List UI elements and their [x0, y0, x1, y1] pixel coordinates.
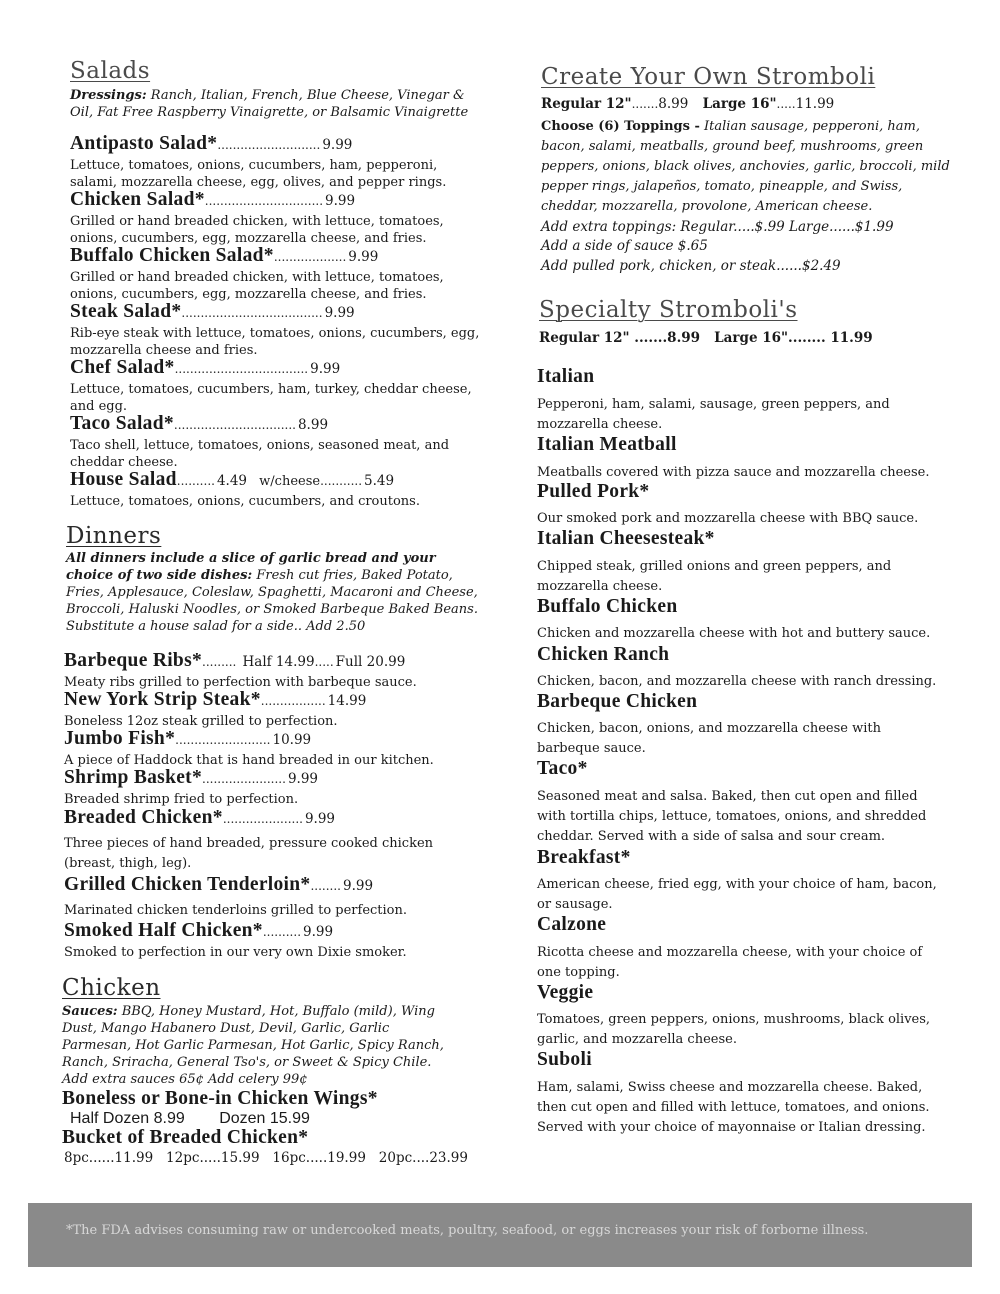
leader-dots: ......... [202, 655, 237, 669]
item-description: Meaty ribs grilled to perfection with barbeque sauce. [64, 675, 417, 690]
item-description: A piece of Haddock that is hand breaded in our kitchen. [64, 753, 434, 768]
item-name: Buffalo Chicken Salad* [70, 245, 274, 266]
dinners-note-bold: All dinners include a slice of garlic bread and your choice of two side dishes: [66, 551, 436, 583]
item-name: Taco Salad* [70, 413, 174, 434]
stromboli-name: Barbeque Chicken [537, 691, 698, 712]
large-size: Large 16" [702, 96, 777, 112]
item-description: Rib-eye steak with lettuce, tomatoes, onions, cucumbers, egg, mozzarella cheese and fries. [70, 326, 480, 358]
item-price-with-cheese: 5.49 [364, 473, 395, 489]
stromboli-name: Taco* [537, 758, 588, 779]
item-price: 14.99 [327, 693, 367, 709]
create-toppings [541, 117, 951, 217]
salads-dressings [70, 87, 490, 121]
item-description: Smoked to perfection in our very own Dixie smoker. [64, 945, 407, 960]
item-price: 9.99 [304, 811, 336, 827]
fda-disclaimer-text: *The FDA advises consuming raw or undercooked meats, poultry, seafood, or eggs increases your risk of forborne illness. [66, 1223, 869, 1238]
menu-item-chicken-salad [70, 189, 355, 211]
item-price: 9.99 [322, 137, 353, 153]
menu-item-chicken-wings [62, 1088, 378, 1110]
large-price: 11.99 [795, 96, 835, 112]
regular-size: Regular 12" [541, 96, 632, 112]
leader-dots: ........... [320, 474, 363, 488]
item-description: Boneless 12oz steak grilled to perfection. [64, 714, 338, 729]
chicken-extras: Add extra sauces 65¢ Add celery 99¢ [62, 1072, 308, 1087]
dressings-list: Ranch, Italian, French, Blue Cheese, Vinegar & Oil, Fat Free Raspberry Vinaigrette, or Balsamic Vinaigrette [70, 88, 469, 120]
item-description: Lettuce, tomatoes, onions, cucumbers, ham, pepperoni, salami, mozzarella cheese, egg, olives, and pepper rings. [70, 158, 447, 190]
side-of-sauce: Add a side of sauce $.65 [541, 238, 708, 254]
leader-dots: ..... [776, 97, 796, 111]
stromboli-description: Tomatoes, green peppers, onions, mushrooms, black olives, garlic, and mozzarella cheese. [537, 1012, 931, 1047]
add-meat: Add pulled pork, chicken, or steak......$2.49 [541, 258, 841, 274]
item-name: Bucket of Breaded Chicken* [62, 1127, 309, 1148]
item-name: Grilled Chicken Tenderloin* [64, 874, 311, 895]
chicken-sauces [62, 1003, 462, 1071]
stromboli-name: Breakfast* [537, 847, 631, 868]
leader-dots: ................... [273, 250, 347, 264]
leader-dots: ..................................... [181, 306, 323, 320]
menu-item-bucket-of-chicken [62, 1127, 308, 1149]
item-price: 9.99 [348, 249, 379, 265]
item-name: Smoked Half Chicken* [64, 920, 263, 941]
toppings-list: Italian sausage, pepperoni, ham, bacon, salami, meatballs, ground beef, mushrooms, green peppers, onions, black olives, anchovies, garlic, broccoli, mild pepper rings, jalapeños, tomato, pineapple, and Swiss, cheddar, mozzarella, provolone, American cheese. [541, 119, 950, 214]
menu-item-house-salad [70, 469, 394, 491]
menu-item-taco-salad [70, 413, 328, 435]
leader-dots: ............................... [204, 194, 324, 208]
stromboli-description: Meatballs covered with pizza sauce and mozzarella cheese. [537, 465, 930, 480]
menu-item-chef-salad [70, 357, 340, 379]
item-price: 9.99 [325, 193, 356, 209]
stromboli-description: Seasoned meat and salsa. Baked, then cut open and filled with tortilla chips, lettuce, tomatoes, onions, and shredded cheddar. Served with a side of salsa and sour cream. [537, 789, 927, 844]
dinners-side-dishes: Fresh cut fries, Baked Potato, Fries, Applesauce, Coleslaw, Spaghetti, Macaroni and Cheese, Broccoli, Haluski Noodles, or Smoked Barbeque Baked Beans. Substitute a house salad for a side.. Add 2.50 [66, 568, 478, 634]
stromboli-description: Chipped steak, grilled onions and green peppers, and mozzarella cheese. [537, 559, 892, 594]
menu-item-steak-salad [70, 301, 355, 323]
leader-dots: ..... [314, 655, 334, 669]
leader-dots: ......................... [175, 733, 271, 747]
menu-item-breaded-chicken [64, 807, 335, 829]
leader-dots: ................................ [173, 418, 296, 432]
leader-dots: ....... [631, 97, 659, 111]
menu-item-barbeque-ribs [64, 650, 405, 672]
item-description: Three pieces of hand breaded, pressure cooked chicken (breast, thigh, leg). [64, 836, 434, 871]
dressings-label: Dressings: [70, 88, 147, 103]
menu-item-jumbo-fish [64, 728, 311, 750]
item-name: New York Strip Steak* [64, 689, 261, 710]
item-description: Grilled or hand breaded chicken, with lettuce, tomatoes, onions, cucumbers, egg, mozzarella cheese, and fries. [70, 270, 444, 302]
half-dozen-price: Half Dozen 8.99 [70, 1110, 185, 1127]
leader-dots: .......... [262, 925, 302, 939]
item-name: House Salad [70, 469, 177, 490]
item-name: Chef Salad* [70, 357, 175, 378]
bucket-prices: 8pc......11.99 12pc.....15.99 16pc.....19.99 20pc....23.99 [64, 1150, 468, 1166]
item-name: Boneless or Bone-in Chicken Wings* [62, 1088, 378, 1109]
stromboli-description: Our smoked pork and mozzarella cheese with BBQ sauce. [537, 511, 919, 526]
stromboli-description: Chicken and mozzarella cheese with hot and buttery sauce. [537, 626, 931, 641]
leader-dots: ................. [260, 694, 326, 708]
stromboli-name: Suboli [537, 1049, 592, 1070]
menu-item-buffalo-chicken-salad [70, 245, 378, 267]
item-price: 9.99 [343, 878, 374, 894]
item-description: Lettuce, tomatoes, onions, cucumbers, and croutons. [70, 494, 420, 509]
leader-dots: ..................... [222, 812, 303, 826]
item-name: Breaded Chicken* [64, 807, 223, 828]
leader-dots: ........ [310, 879, 341, 893]
item-description: Marinated chicken tenderloins grilled to perfection. [64, 903, 408, 918]
create-stromboli-title: Create Your Own Stromboli [541, 64, 876, 90]
item-price: 8.99 [297, 417, 329, 433]
leader-dots: ................................... [174, 362, 309, 376]
item-name: Steak Salad* [70, 301, 182, 322]
item-description: Grilled or hand breaded chicken, with lettuce, tomatoes, onions, cucumbers, egg, mozzarella cheese, and fries. [70, 214, 444, 246]
leader-dots: ...................... [202, 772, 286, 786]
leader-dots: ........................... [217, 138, 321, 152]
chicken-title: Chicken [62, 975, 161, 1001]
stromboli-name: Calzone [537, 914, 607, 935]
dinners-note [66, 550, 486, 635]
item-description: Lettuce, tomatoes, cucumbers, ham, turkey, cheddar cheese, and egg. [70, 382, 472, 414]
create-prices [541, 96, 834, 112]
specialty-prices: Regular 12" .......8.99 Large 16"........ 11.99 [539, 330, 873, 346]
menu-item-smoked-half-chicken [64, 920, 333, 942]
stromboli-name: Buffalo Chicken [537, 596, 678, 617]
stromboli-description: Ham, salami, Swiss cheese and mozzarella cheese. Baked, then cut open and filled with lettuce, tomatoes, and onions. Served with your choice of mayonnaise or Italian dressing. [537, 1080, 930, 1135]
full-price: Full 20.99 [335, 654, 406, 670]
stromboli-description: Pepperoni, ham, salami, sausage, green peppers, and mozzarella cheese. [537, 397, 890, 432]
item-name: Jumbo Fish* [64, 728, 176, 749]
menu-item-new-york-strip-steak [64, 689, 366, 711]
stromboli-name: Italian Meatball [537, 434, 677, 455]
item-price: 10.99 [272, 732, 312, 748]
menu-item-shrimp-basket [64, 767, 318, 789]
item-price: 9.99 [287, 771, 318, 787]
stromboli-description: Chicken, bacon, onions, and mozzarella cheese with barbeque sauce. [537, 721, 881, 756]
stromboli-description: American cheese, fried egg, with your choice of ham, bacon, or sausage. [537, 877, 937, 912]
stromboli-name: Italian Cheesesteak* [537, 528, 715, 549]
menu-item-grilled-chicken-tenderloin [64, 874, 373, 896]
leader-dots: .......... [176, 474, 215, 488]
item-name: Chicken Salad* [70, 189, 205, 210]
stromboli-name: Veggie [537, 982, 594, 1003]
half-price: Half 14.99 [242, 654, 315, 670]
item-name: Shrimp Basket* [64, 767, 203, 788]
regular-price: 8.99 [658, 96, 689, 112]
item-price: 9.99 [324, 305, 355, 321]
sauces-list: BBQ, Honey Mustard, Hot, Buffalo (mild), Wing Dust, Mango Habanero Dust, Devil, Garlic, Garlic Parmesan, Hot Garlic Parmesan, Hot Garlic, Spicy Ranch, Ranch, Sriracha, General Tso's, or Sweet & Spicy Chile. [62, 1004, 444, 1070]
fda-disclaimer-bar [28, 1203, 972, 1267]
menu-item-antipasto-salad [70, 133, 352, 155]
dozen-price: Dozen 15.99 [219, 1110, 310, 1127]
stromboli-description: Chicken, bacon, and mozzarella cheese with ranch dressing. [537, 674, 937, 689]
sauces-label: Sauces: [62, 1004, 118, 1019]
salads-title: Salads [70, 58, 151, 84]
dinners-title: Dinners [66, 523, 162, 549]
stromboli-description: Ricotta cheese and mozzarella cheese, with your choice of one topping. [537, 945, 923, 980]
item-price: 4.49 [216, 473, 248, 489]
stromboli-name: Pulled Pork* [537, 481, 650, 502]
cheese-option-label: w/cheese [259, 474, 321, 489]
item-price: 9.99 [310, 361, 341, 377]
item-description: Taco shell, lettuce, tomatoes, onions, seasoned meat, and cheddar cheese. [70, 438, 450, 470]
toppings-label: Choose (6) Toppings - [541, 119, 700, 134]
item-price: 9.99 [303, 924, 334, 940]
stromboli-name: Chicken Ranch [537, 644, 670, 665]
item-description: Breaded shrimp fried to perfection. [64, 792, 299, 807]
item-name: Barbeque Ribs* [64, 650, 203, 671]
wings-prices [70, 1110, 310, 1128]
stromboli-name: Italian [537, 366, 595, 387]
specialty-stromboli-title: Specialty Stromboli's [539, 297, 798, 323]
extra-toppings: Add extra toppings: Regular.....$.99 Large......$1.99 [541, 219, 894, 235]
item-name: Antipasto Salad* [70, 133, 218, 154]
